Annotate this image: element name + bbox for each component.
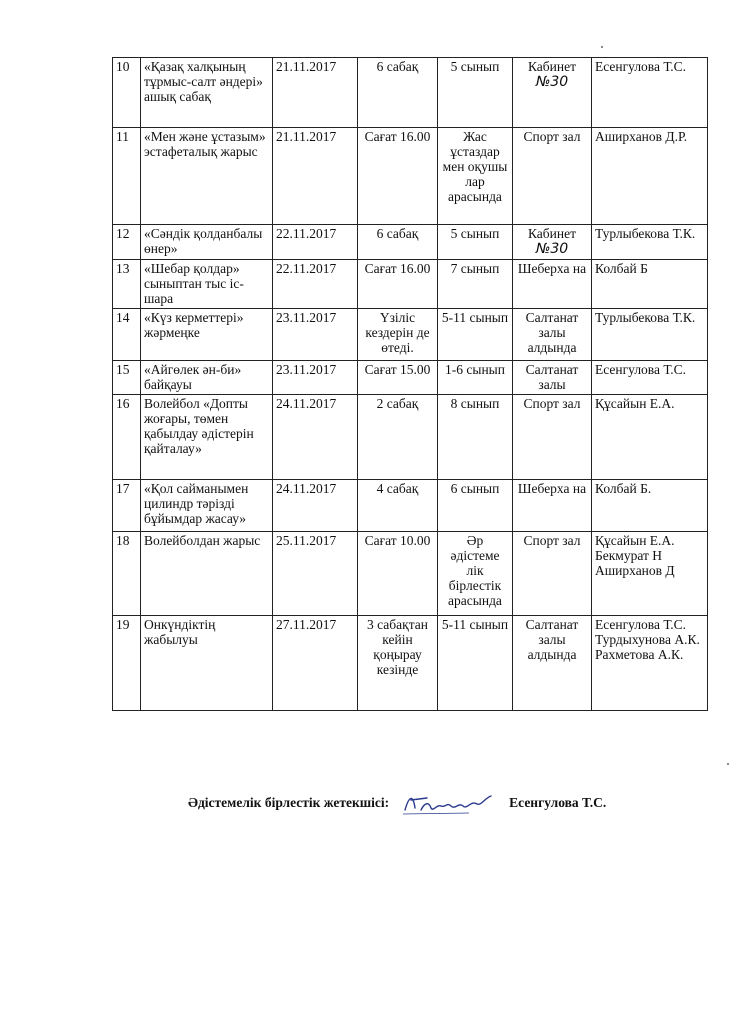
responsible-cell: Колбай Б (592, 260, 708, 309)
participants-cell: 6 сынып (438, 480, 513, 532)
row-number: 15 (113, 361, 141, 395)
scan-speck (727, 763, 729, 765)
row-number: 13 (113, 260, 141, 309)
date-cell: 23.11.2017 (273, 361, 358, 395)
footer-name: Есенгулова Т.С. (509, 795, 607, 810)
row-number: 12 (113, 225, 141, 260)
date-cell: 22.11.2017 (273, 260, 358, 309)
time-cell: Сағат 15.00 (358, 361, 438, 395)
event-name-cell: «Қол сайманымен цилиндр тәрізді бұйымдар жасау» (141, 480, 273, 532)
date-cell: 21.11.2017 (273, 128, 358, 225)
place-cell (513, 480, 592, 532)
time-cell: Үзіліс кездерін де өтеді. (358, 309, 438, 361)
table-row (113, 480, 708, 532)
place-cell (513, 361, 592, 395)
event-schedule-table (112, 57, 708, 711)
footer-label: Әдістемелік бірлестік жетекшісі: (188, 795, 390, 810)
table-row (113, 225, 708, 260)
place-cell (513, 395, 592, 480)
handwritten-room-number: №30 (535, 74, 569, 90)
handwritten-room-number: №30 (535, 241, 569, 257)
responsible-cell: Колбай Б. (592, 480, 708, 532)
participants-cell: 5 сынып (438, 58, 513, 128)
place-text: Спорт зал (523, 129, 581, 144)
event-name-cell: «Мен және ұстазым» эстафеталық жарыс (141, 128, 273, 225)
participants-cell: 7 сынып (438, 260, 513, 309)
row-number: 19 (113, 616, 141, 711)
scan-speck (601, 46, 603, 48)
event-name-cell: «Күз керметтері» жәрмеңке (141, 309, 273, 361)
time-cell: 4 сабақ (358, 480, 438, 532)
responsible-cell: Құсайын Е.А. (592, 395, 708, 480)
place-cell (513, 225, 592, 260)
responsible-cell: Есенгулова Т.С. (592, 58, 708, 128)
time-cell: Сағат 16.00 (358, 260, 438, 309)
time-cell: Сағат 16.00 (358, 128, 438, 225)
event-name-cell: Волейбол «Допты жоғары, төмен қабылдау әдістерін қайталау» (141, 395, 273, 480)
participants-cell: Әр әдістеме лік бірлестік арасында (438, 532, 513, 616)
place-text: Спорт зал (523, 533, 581, 548)
date-cell: 27.11.2017 (273, 616, 358, 711)
place-text: Салтанат залы алдында (525, 617, 579, 662)
date-cell: 21.11.2017 (273, 58, 358, 128)
participants-cell: Жас ұстаздар мен оқушы лар арасында (438, 128, 513, 225)
time-cell: 6 сабақ (358, 58, 438, 128)
table-row (113, 128, 708, 225)
responsible-cell: Турлыбекова Т.К. (592, 225, 708, 260)
table-row (113, 260, 708, 309)
participants-cell: 8 сынып (438, 395, 513, 480)
responsible-cell: Есенгулова Т.С. Турдыхунова А.К. Рахметова А.К. (592, 616, 708, 711)
table-row (113, 395, 708, 480)
date-cell: 22.11.2017 (273, 225, 358, 260)
time-cell: 6 сабақ (358, 225, 438, 260)
place-cell (513, 532, 592, 616)
place-cell (513, 58, 592, 128)
table-row (113, 361, 708, 395)
event-name-cell: «Сәндік қолданбалы өнер» (141, 225, 273, 260)
place-text: Шеберха на (517, 481, 587, 496)
handwritten-signature (399, 790, 495, 816)
table-row (113, 58, 708, 128)
date-cell: 23.11.2017 (273, 309, 358, 361)
row-number: 14 (113, 309, 141, 361)
place-text: Кабинет (527, 59, 577, 74)
table-row (113, 532, 708, 616)
place-text: Салтанат залы (525, 362, 579, 392)
footer-signature-line (188, 790, 606, 816)
participants-cell: 1-6 сынып (438, 361, 513, 395)
table-row (113, 309, 708, 361)
place-text: Шеберха на (517, 261, 587, 276)
responsible-cell: Аширханов Д.Р. (592, 128, 708, 225)
time-cell: 3 сабақтан кейін қоңырау кезінде (358, 616, 438, 711)
place-text: Салтанат залы алдында (525, 310, 579, 355)
row-number: 11 (113, 128, 141, 225)
row-number: 17 (113, 480, 141, 532)
event-name-cell: «Шебар қолдар» сыныптан тыс іс-шара (141, 260, 273, 309)
date-cell: 24.11.2017 (273, 480, 358, 532)
place-cell (513, 616, 592, 711)
time-cell: 2 сабақ (358, 395, 438, 480)
event-name-cell: Онкүндіктің жабылуы (141, 616, 273, 711)
place-cell (513, 309, 592, 361)
event-name-cell: «Қазақ халқының тұрмыс-салт әндері» ашық сабақ (141, 58, 273, 128)
row-number: 18 (113, 532, 141, 616)
responsible-cell: Турлыбекова Т.К. (592, 309, 708, 361)
row-number: 16 (113, 395, 141, 480)
responsible-cell: Құсайын Е.А. Бекмурат Н Аширханов Д (592, 532, 708, 616)
event-name-cell: «Айгөлек ән-би» байқауы (141, 361, 273, 395)
table-row (113, 616, 708, 711)
responsible-cell: Есенгулова Т.С. (592, 361, 708, 395)
date-cell: 24.11.2017 (273, 395, 358, 480)
row-number: 10 (113, 58, 141, 128)
place-cell (513, 260, 592, 309)
date-cell: 25.11.2017 (273, 532, 358, 616)
participants-cell: 5-11 сынып (438, 616, 513, 711)
place-cell (513, 128, 592, 225)
place-text: Кабинет (527, 226, 577, 241)
event-name-cell: Волейболдан жарыс (141, 532, 273, 616)
participants-cell: 5 сынып (438, 225, 513, 260)
place-text: Спорт зал (523, 396, 581, 411)
participants-cell: 5-11 сынып (438, 309, 513, 361)
time-cell: Сағат 10.00 (358, 532, 438, 616)
